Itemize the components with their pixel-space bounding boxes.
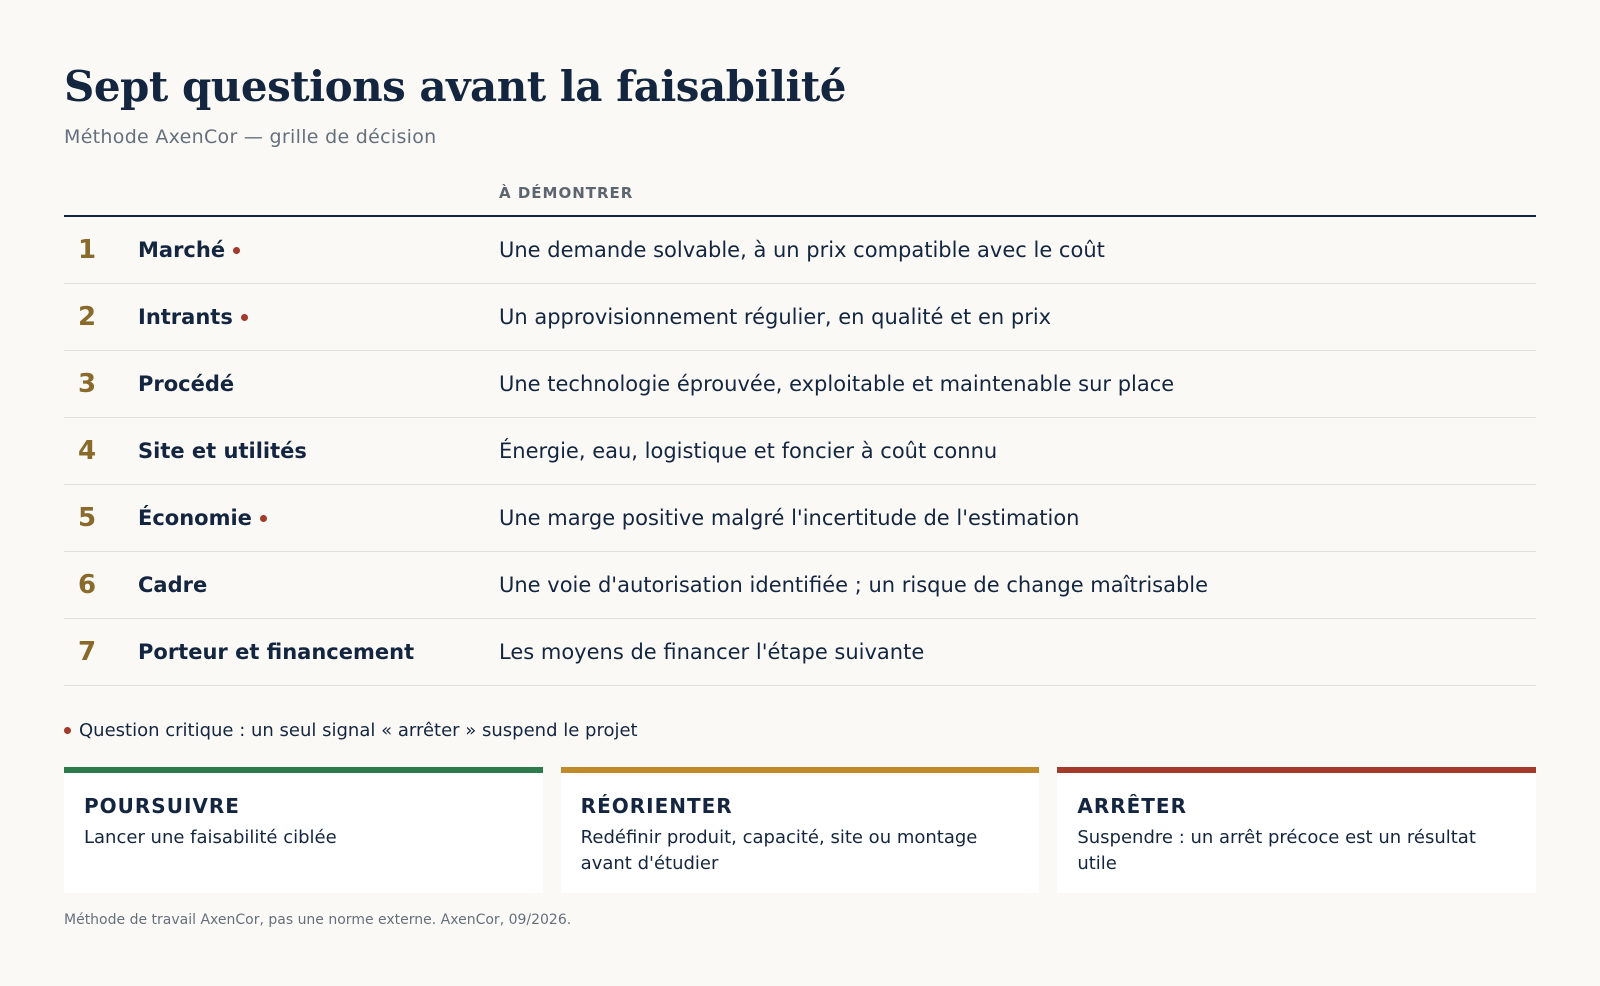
card-title: RÉORIENTER <box>580 794 733 818</box>
question-name-label: Économie <box>138 506 252 530</box>
decision-card-stop <box>1057 767 1536 893</box>
decision-card-reorient <box>561 767 1040 893</box>
question-description: Un approvisionnement régulier, en qualité et en prix <box>499 305 1052 329</box>
footnote: Méthode de travail AxenCor, pas une norme externe. AxenCor, 09/2026. <box>64 912 572 928</box>
page-subtitle: Méthode AxenCor — grille de décision <box>64 126 437 148</box>
question-name-label: Intrants <box>138 305 233 329</box>
question-number: 4 <box>78 436 97 466</box>
critical-dot-icon <box>233 247 240 254</box>
question-number: 2 <box>78 302 97 332</box>
question-description: Une technologie éprouvée, exploitable et maintenable sur place <box>499 372 1175 396</box>
question-number: 6 <box>78 570 97 600</box>
card-text: Suspendre : un arrêt précoce est un résultat utile <box>1077 827 1476 874</box>
question-description: Énergie, eau, logistique et foncier à coût connu <box>499 439 998 463</box>
table-row <box>64 418 1536 485</box>
question-name <box>138 217 240 284</box>
question-name: Cadre <box>138 573 208 597</box>
question-name: Site et utilités <box>138 439 307 463</box>
question-number: 7 <box>78 637 97 667</box>
question-name: Procédé <box>138 372 235 396</box>
page-title: Sept questions avant la faisabilité <box>64 62 847 111</box>
question-description: Une marge positive malgré l'incertitude de l'estimation <box>499 506 1080 530</box>
card-text: Lancer une faisabilité ciblée <box>84 827 337 848</box>
critical-legend <box>64 718 638 744</box>
decision-cards <box>64 767 1536 893</box>
table-row <box>64 619 1536 686</box>
question-name-label: Marché <box>138 238 226 262</box>
table-row <box>64 552 1536 619</box>
question-name <box>138 485 267 552</box>
question-description: Les moyens de financer l'étape suivante <box>499 640 925 664</box>
card-text: Redéfinir produit, capacité, site ou montage avant d'étudier <box>580 827 978 874</box>
card-title: ARRÊTER <box>1077 794 1187 818</box>
legend-text: Question critique : un seul signal « arrêter » suspend le projet <box>79 720 638 741</box>
table-row <box>64 351 1536 418</box>
table-row <box>64 485 1536 552</box>
critical-dot-icon <box>64 727 71 734</box>
table-row <box>64 284 1536 351</box>
table-row <box>64 217 1536 284</box>
card-title: POURSUIVRE <box>84 794 240 818</box>
question-name: Porteur et financement <box>138 640 415 664</box>
questions-table <box>64 217 1536 686</box>
critical-dot-icon <box>260 515 267 522</box>
question-number: 1 <box>78 235 97 265</box>
question-description: Une voie d'autorisation identifiée ; un risque de change maîtrisable <box>499 573 1209 597</box>
critical-dot-icon <box>241 314 248 321</box>
question-description: Une demande solvable, à un prix compatible avec le coût <box>499 238 1105 262</box>
decision-card-continue <box>64 767 543 893</box>
question-number: 3 <box>78 369 97 399</box>
column-header-to-demonstrate: À DÉMONTRER <box>499 184 634 202</box>
question-name <box>138 284 248 351</box>
question-number: 5 <box>78 503 97 533</box>
